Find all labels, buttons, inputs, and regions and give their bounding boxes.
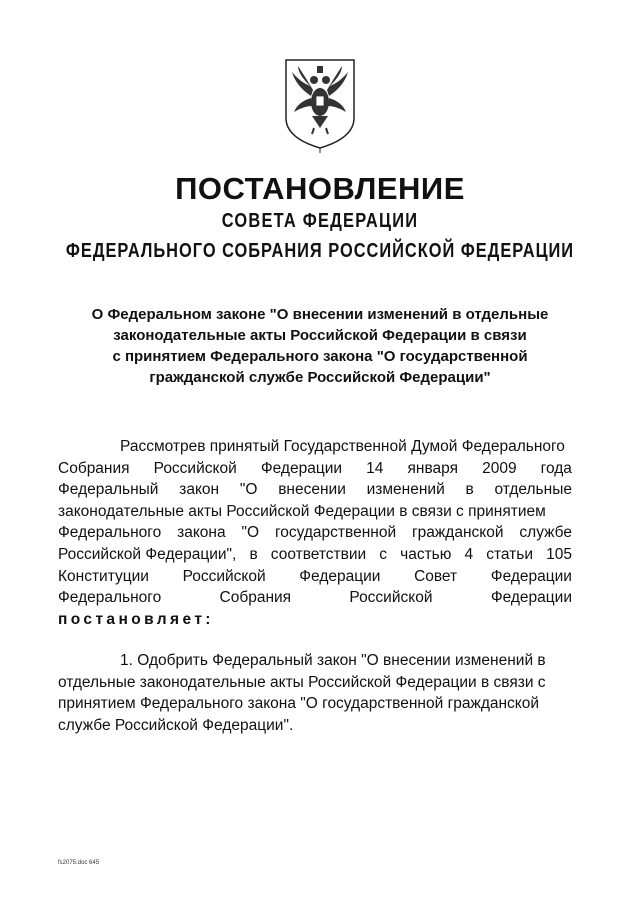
item-text: принятием Федерального закона "О государственной гражданской [58,695,540,713]
body-word: с [379,545,388,563]
preamble-paragraph [58,436,572,630]
body-word: законодательные акты Российской Федерации в связи с принятием [58,502,546,520]
subject-line: гражданской службе Российской Федерации" [149,369,491,386]
body-word: внесении [278,481,346,499]
body-word: Российской [182,567,266,585]
issuer-line-2: ФЕДЕРАЛЬНОГО СОБРАНИЯ РОССИЙСКОЙ ФЕДЕРАЦИИ [65,240,575,262]
body-word: Рассмотрев принятый Государственной Думой Федерального [120,438,565,455]
file-code: fs2075.doc 645 [58,860,100,866]
body-word: частью [400,545,452,563]
body-word: января [407,459,458,477]
body-word: гражданской [412,524,504,542]
item-text: 1. Одобрить Федеральный закон "О внесении изменений в [120,652,546,669]
subject-line: с принятием Федерального закона "О государственной [112,348,528,365]
item-text: отдельные законодательные акты Российской Федерации в связи с [58,673,546,691]
body-word: статьи [486,545,533,563]
body-word: в [465,481,474,499]
body-word: "О [239,481,258,499]
body-line [58,544,572,566]
body-word: закона [177,524,226,542]
body-word: 4 [464,545,474,563]
body-word: Федерации [260,459,343,477]
body-word: 2009 [482,459,517,477]
resolves-keyword: постановляет: [58,610,214,628]
body-line [58,458,572,480]
body-word: Собрания [58,459,130,477]
body-word: "О [241,524,260,542]
state-emblem [282,56,358,154]
body-word: соответствии [270,545,367,563]
issuer-line-1: СОВЕТА ФЕДЕРАЦИИ [221,210,419,232]
body-word: в [249,545,258,563]
item-line [58,672,572,694]
body-word: Федерального [58,589,162,607]
body-word: 105 [546,545,572,563]
resolution-item-1 [58,650,572,736]
item-line [58,693,572,715]
body-line [58,566,572,588]
body-word: Российской [349,589,433,607]
body-word: Федерации [299,567,381,585]
body-word: Российской [153,459,237,477]
subject-heading [0,304,640,388]
item-line [58,650,572,672]
body-word: отдельные [494,481,572,499]
body-word: Российской Федерации", [58,545,237,563]
body-word: 14 [366,459,384,477]
body-line [58,609,572,631]
body-word: Федеральный [58,481,159,499]
body-line [58,522,572,544]
body-line [58,587,572,609]
subject-line: О Федеральном законе "О внесении изменений в отдельные [91,306,549,323]
body-word: изменений [366,481,445,499]
body-line [58,501,572,523]
body-word: Совет [414,567,458,585]
body-word: Федерального [58,524,162,542]
body-word: Федерации [490,589,572,607]
document-title: ПОСТАНОВЛЕНИЕ [175,171,465,206]
body-word: Федерации [490,567,572,585]
body-word: года [540,459,572,477]
subject-line: законодательные акты Российской Федерации в связи [113,327,527,344]
body-word: Собрания [219,589,292,607]
body-line [58,479,572,501]
body-word: закон [179,481,220,499]
item-text: службе Российской Федерации". [58,716,294,734]
body-line [58,436,572,458]
body-word: государственной [274,524,397,542]
item-line [58,715,572,737]
body-word: Конституции [58,567,149,585]
body-word: службе [519,524,572,542]
